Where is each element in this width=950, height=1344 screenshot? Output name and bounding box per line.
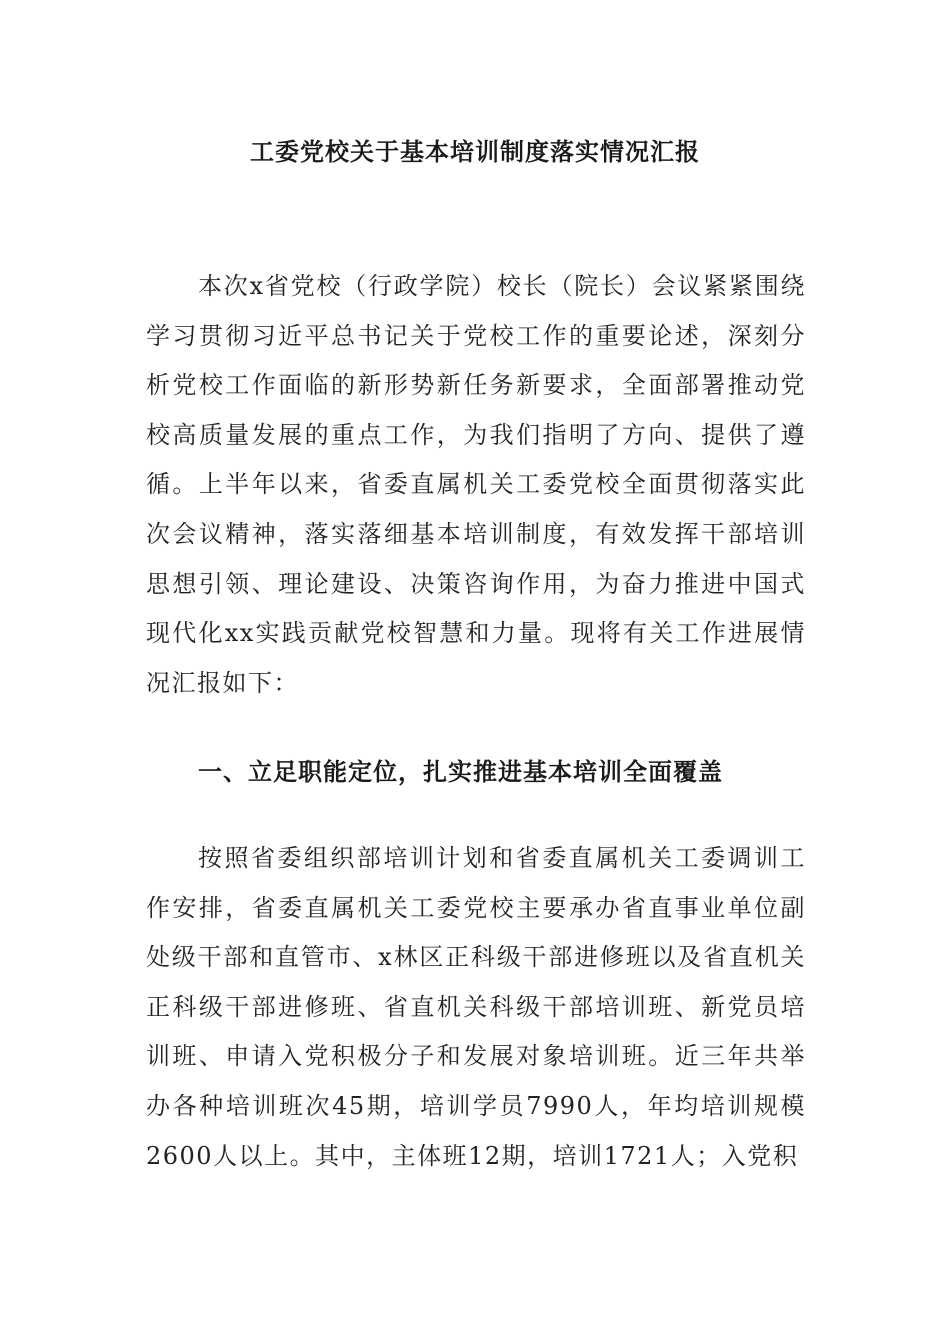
section-heading: 一、立足职能定位，扎实推进基本培训全面覆盖 (198, 757, 723, 786)
body-paragraph: 按照省委组织部培训计划和省委直属机关工委调训工作安排，省委直属机关工委党校主要承办省直事业单位副处级干部和直管市、x林区正科级干部进修班以及省直机关正科级干部进修班、省直机关科级干部培训班、新党员培训班、申请入党积极分子和发展对象培训班。近三年共举办各种培训班次45期，培训学员7990人，年均培训规模2600人以上。其中，主体班12期，培训1721人；入党积 (146, 844, 806, 1170)
document-title: 工委党校关于基本培训制度落实情况汇报 (250, 137, 700, 166)
intro-paragraph: 本次x省党校（行政学院）校长（院长）会议紧紧围绕学习贯彻习近平总书记关于党校工作的重要论述，深刻分析党校工作面临的新形势新任务新要求，全面部署推动党校高质量发展的重点工作，为我们指明了方向、提供了遵循。上半年以来，省委直属机关工委党校全面贯彻落实此次会议精神，落实落细基本培训制度，有效发挥干部培训思想引领、理论建设、决策咨询作用，为奋力推进中国式现代化xx实践贡献党校智慧和力量。现将有关工作进展情况汇报如下： (146, 272, 806, 697)
